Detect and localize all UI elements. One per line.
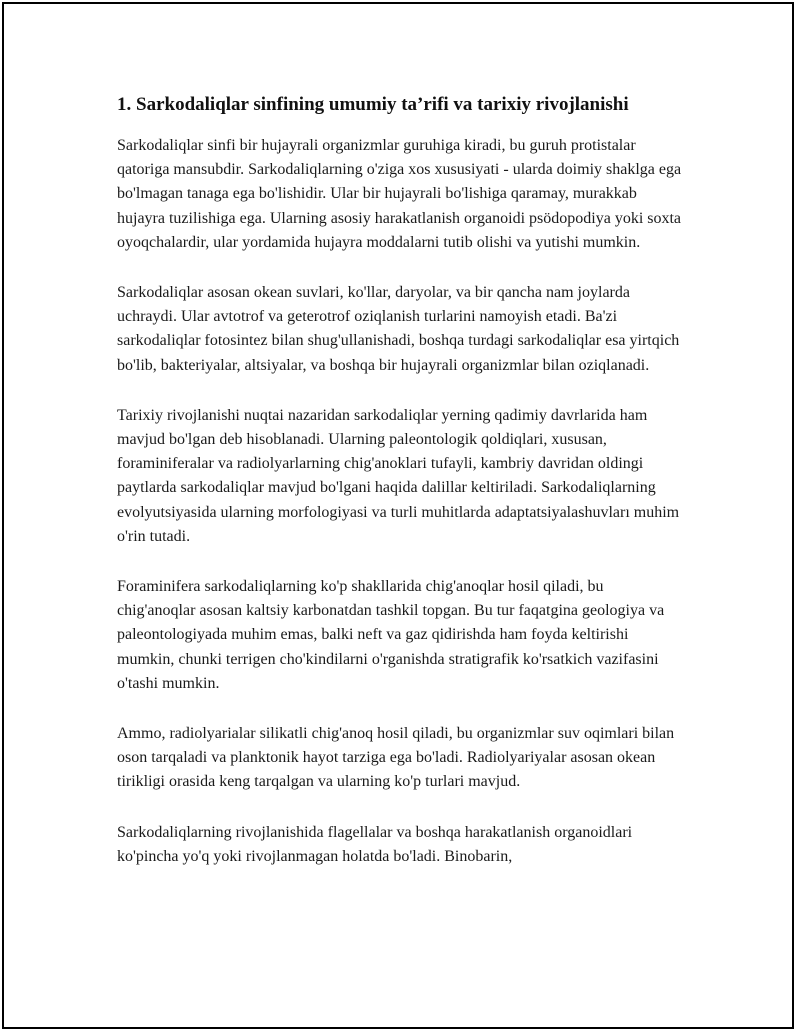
document-body bbox=[117, 92, 683, 895]
paragraph-6: Sarkodaliqlarning rivojlanishida flagellalar va boshqa harakatlanish organoidlari ko'pincha yo'q yoki rivojlanmagan holatda bo'ladi. Binobarin, bbox=[117, 823, 633, 865]
paragraph-3: Tarixiy rivojlanishi nuqtai nazaridan sarkodaliqlar yerning qadimiy davrlarida ham mavjud bo'lgan deb hisoblanadi. Ularning paleontologik qoldiqlari, xususan, foraminiferalar va radiolyarlarning chig'anoklari tufayli, kambriy davridan oldingi paytlarda sarkodaliqlar mavjud bo'lgani haqida dalillar keltiriladi. Sarkodaliqlarning evolyutsiyasida ularning morfologiyasi va turli muhitlarda adaptatsiyalashuvları muhim o'rin tutadi. bbox=[117, 406, 680, 545]
paragraph-4: Foraminifera sarkodaliqlarning ko'p shakllarida chig'anoqlar hosil qiladi, bu chig'anoqlar asosan kaltsiy karbonatdan tashkil topgan. Bu tur faqatgina geologiya va paleontologiyada muhim emas, balki neft va gaz qidirishda ham foyda keltirishi mumkin, chunki terrigen cho'kindilarni o'rganishda stratigrafik ko'rsatkich vazifasini o'tashi mumkin. bbox=[117, 578, 665, 692]
paragraph-2: Sarkodaliqlar asosan okean suvlari, ko'llar, daryolar, va bir qancha nam joylarda uchraydi. Ular avtotrof va geterotrof oziqlanish turlarini namoyish etadi. Ba'zi sarkodaliqlar fotosintez bilan shug'ullanishadi, boshqa turdagi sarkodaliqlar esa yirtqich bo'lib, bakteriyalar, altsiyalar, va boshqa bir hujayrali organizmlar bilan oziqlanadi. bbox=[117, 284, 680, 374]
paragraph-5: Ammo, radiolyarialar silikatli chig'anoq hosil qiladi, bu organizmlar suv oqimlari bilan oson tarqaladi va planktonik hayot tarziga ega bo'ladi. Radiolyariyalar asosan okean tirikligi orasida keng tarqalgan va ularning ko'p turlari mavjud. bbox=[117, 725, 675, 791]
section-heading: 1. Sarkodaliqlar sinfining umumiy ta’rifi va tarixiy rivojlanishi bbox=[117, 94, 629, 115]
paragraph-1: Sarkodaliqlar sinfi bir hujayrali organizmlar guruhiga kiradi, bu guruh protistalar qatoriga mansubdir. Sarkodaliqlarning o'ziga xos xususiyati - ularda doimiy shaklga ega bo'lmagan tanaga ega bo'lishidir. Ular bir hujayrali bo'lishiga qaramay, murakkab hujayra tuzilishiga ega. Ularning asosiy harakatlanish organoidi psödopodiya yoki soxta oyoqchalardir, ular yordamida hujayra moddalarni tutib olishi va yutishi mumkin. bbox=[117, 137, 682, 251]
